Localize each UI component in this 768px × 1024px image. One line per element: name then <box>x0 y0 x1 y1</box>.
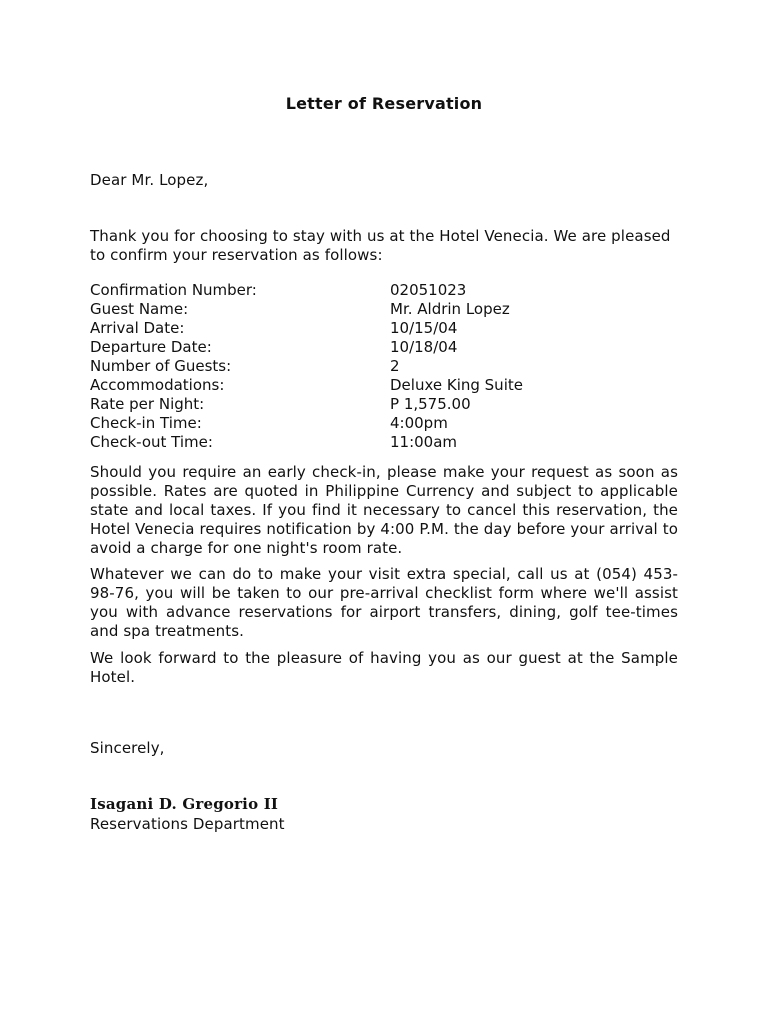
detail-label: Check-in Time: <box>90 414 202 432</box>
detail-row-guest-name <box>90 300 678 319</box>
detail-label: Departure Date: <box>90 338 212 356</box>
detail-value: 10/18/04 <box>390 338 458 356</box>
detail-row-check-out-time <box>90 433 678 452</box>
signer-department: Reservations Department <box>90 815 285 833</box>
detail-row-arrival-date <box>90 319 678 338</box>
salutation: Dear Mr. Lopez, <box>90 171 209 189</box>
detail-value: 02051023 <box>390 281 467 299</box>
early-checkin-paragraph: Should you require an early check-in, please make your request as soon as possible. Rates are quoted in Philippine Currency and subject to applicable state and local taxes. If you find it necessary to cancel this reservation, the Hotel Venecia requires notification by 4:00 P.M. the day before your arrival to avoid a charge for one night's room rate. <box>90 463 678 557</box>
reservation-details <box>90 281 678 452</box>
signer-name: Isagani D. Gregorio II <box>90 795 279 813</box>
look-forward-paragraph: We look forward to the pleasure of having you as our guest at the Sample Hotel. <box>90 649 678 686</box>
detail-label: Rate per Night: <box>90 395 205 413</box>
detail-row-departure-date <box>90 338 678 357</box>
detail-label: Confirmation Number: <box>90 281 257 299</box>
detail-label: Number of Guests: <box>90 357 232 375</box>
intro-paragraph: Thank you for choosing to stay with us at the Hotel Venecia. We are pleased to confirm your reservation as follows: <box>90 227 671 264</box>
detail-label: Arrival Date: <box>90 319 185 337</box>
detail-row-number-of-guests <box>90 357 678 376</box>
detail-value: Deluxe King Suite <box>390 376 523 394</box>
letter-title: Letter of Reservation <box>285 94 483 113</box>
detail-value: 4:00pm <box>390 414 448 432</box>
detail-label: Guest Name: <box>90 300 189 318</box>
detail-value: Mr. Aldrin Lopez <box>390 300 510 318</box>
detail-row-rate-per-night <box>90 395 678 414</box>
detail-row-confirmation-number <box>90 281 678 300</box>
detail-value: 2 <box>390 357 400 375</box>
detail-value: 11:00am <box>390 433 458 451</box>
detail-label: Check-out Time: <box>90 433 213 451</box>
detail-row-check-in-time <box>90 414 678 433</box>
detail-label: Accommodations: <box>90 376 225 394</box>
special-visit-paragraph: Whatever we can do to make your visit extra special, call us at (054) 453-98-76, you will be taken to our pre-arrival checklist form where we'll assist you with advance reservations for airport transfers, dining, golf tee-times and spa treatments. <box>90 565 678 640</box>
detail-value: P 1,575.00 <box>390 395 471 413</box>
detail-row-accommodations <box>90 376 678 395</box>
detail-value: 10/15/04 <box>390 319 458 337</box>
closing: Sincerely, <box>90 739 165 757</box>
